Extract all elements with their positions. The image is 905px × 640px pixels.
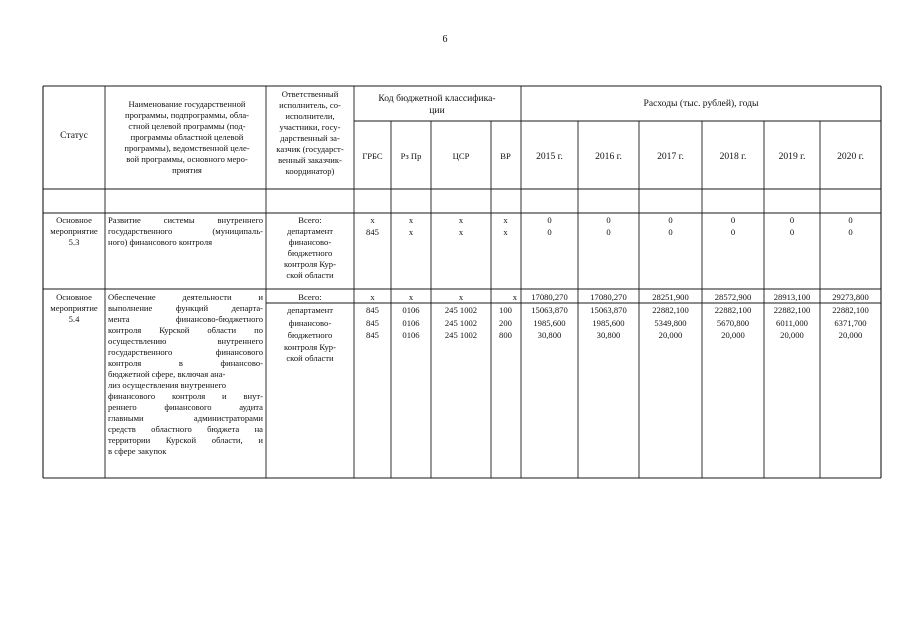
cell-year: 1985,600 bbox=[533, 318, 566, 328]
cell-grbs: 845 bbox=[366, 330, 379, 340]
row-name-line: территории Курской области, и bbox=[108, 435, 263, 445]
cell-year: 0 bbox=[848, 227, 853, 237]
header-budget-code: ции bbox=[429, 105, 445, 116]
row-name-line: лиз осуществления внутреннего bbox=[108, 380, 227, 390]
row-status: мероприятие bbox=[50, 226, 98, 236]
row-status: 5.3 bbox=[68, 237, 80, 247]
row-name-line: средств областного бюджета на bbox=[108, 424, 263, 434]
cell-year: 6371,700 bbox=[834, 318, 867, 328]
cell-csr: 245 1002 bbox=[444, 318, 478, 328]
header-year: 2018 г. bbox=[719, 151, 747, 162]
cell-year: 28913,100 bbox=[773, 292, 811, 302]
cell-year: 30,800 bbox=[537, 330, 562, 340]
row-responsible-line: департамент bbox=[286, 226, 334, 236]
row-responsible-line: бюджетного bbox=[287, 248, 333, 258]
header-year: 2019 г. bbox=[778, 151, 806, 162]
cell-year: 22882,100 bbox=[773, 305, 811, 315]
cell-year: 0 bbox=[606, 227, 611, 237]
row-status: Основное bbox=[56, 292, 92, 302]
cell-rzpr: 0106 bbox=[402, 330, 420, 340]
cell-year: 0 bbox=[547, 215, 552, 225]
row-name-line: бюджетной сфере, включая ана- bbox=[108, 369, 226, 379]
row-name-line: Обеспечение деятельности и bbox=[108, 292, 263, 302]
header-name-line: вой программы, основного меро- bbox=[126, 154, 248, 164]
cell-vr: х bbox=[503, 215, 508, 225]
cell-rzpr: 0106 bbox=[402, 318, 420, 328]
cell-year: 20,000 bbox=[721, 330, 745, 340]
row-name-line: осуществлению внутреннего bbox=[108, 336, 263, 346]
header-responsible-line: Ответственный bbox=[281, 89, 339, 99]
cell-year: 0 bbox=[606, 215, 611, 225]
row-responsible-line: бюджетного bbox=[287, 330, 333, 340]
header-year: 2015 г. bbox=[536, 151, 563, 162]
row-status: 5.4 bbox=[68, 314, 80, 324]
header-code-vr: ВР bbox=[500, 151, 511, 161]
cell-year: 0 bbox=[730, 215, 736, 225]
cell-year: 1985,600 bbox=[592, 318, 625, 328]
header-expenses: Расходы (тыс. рублей), годы bbox=[643, 98, 759, 109]
header-name-line: программы, подпрограммы, обла- bbox=[125, 110, 249, 120]
row-name-line: финансового контроля и внут- bbox=[108, 391, 263, 401]
cell-grbs: 845 bbox=[366, 227, 379, 237]
row-responsible-line: контроля Кур- bbox=[284, 259, 336, 269]
cell-year: 28572,900 bbox=[714, 292, 752, 302]
row-label: Всего: bbox=[298, 215, 322, 225]
cell-year: 0 bbox=[789, 215, 795, 225]
row-name-line: мента финансово-бюджетного bbox=[108, 314, 263, 324]
row-name-line: контроля в финансово- bbox=[108, 358, 263, 368]
row-responsible-line: финансово- bbox=[288, 318, 332, 328]
row-name-line: выполнение функций департа- bbox=[108, 303, 263, 313]
row-name-line: государственного финансового bbox=[108, 347, 263, 357]
cell-year: 0 bbox=[730, 227, 736, 237]
cell-csr: 245 1002 bbox=[444, 330, 478, 340]
cell-csr: х bbox=[458, 227, 464, 237]
header-code-grbs: ГРБС bbox=[362, 151, 383, 161]
row-responsible-line: финансово- bbox=[288, 237, 332, 247]
cell-year: 20,000 bbox=[658, 330, 683, 340]
cell-year: 0 bbox=[848, 215, 853, 225]
header-responsible-line: исполнители, bbox=[285, 111, 335, 121]
header-name-line: программы областной целевой bbox=[130, 132, 244, 142]
header-name-line: Наименование государственной bbox=[128, 99, 246, 109]
cell-grbs: 845 bbox=[366, 318, 379, 328]
cell-year: 29273,800 bbox=[832, 292, 869, 302]
row-name-line: главными администраторами bbox=[108, 413, 263, 423]
row-name-line: контроля Курской области по bbox=[108, 325, 263, 335]
row-name-line: реннего финансового аудита bbox=[108, 402, 263, 412]
cell-year: 20,000 bbox=[838, 330, 863, 340]
row-responsible-line: контроля Кур- bbox=[284, 342, 336, 352]
header-name-line: приятия bbox=[172, 165, 202, 175]
cell-year: 30,800 bbox=[596, 330, 621, 340]
header-responsible-line: участники, госу- bbox=[279, 122, 341, 132]
cell-csr: х bbox=[458, 215, 464, 225]
header-status: Статус bbox=[60, 130, 88, 141]
row-name-line: в сфере закупок bbox=[108, 446, 167, 456]
row-responsible-line: ской области bbox=[286, 270, 334, 280]
cell-year: 0 bbox=[789, 227, 795, 237]
cell-year: 5349,800 bbox=[654, 318, 687, 328]
cell-csr: х bbox=[458, 292, 464, 302]
cell-year: 5670,800 bbox=[716, 318, 750, 328]
page-number: 6 bbox=[442, 34, 448, 45]
header-code-rzpr: Рз Пр bbox=[400, 151, 422, 161]
header-name-line: стной целевой программы (под- bbox=[128, 121, 246, 131]
cell-csr: 245 1002 bbox=[444, 305, 478, 315]
cell-year: 22882,100 bbox=[714, 305, 752, 315]
header-responsible-line: дарственный за- bbox=[280, 133, 340, 143]
cell-rzpr: х bbox=[408, 227, 414, 237]
cell-year: 22882,100 bbox=[652, 305, 689, 315]
header-year: 2020 г. bbox=[837, 151, 864, 162]
cell-rzpr: 0106 bbox=[402, 305, 420, 315]
cell-year: 20,000 bbox=[780, 330, 804, 340]
row-name-line: ного) финансового контроля bbox=[108, 237, 213, 247]
cell-year: 0 bbox=[547, 227, 552, 237]
cell-year: 15063,870 bbox=[590, 305, 627, 315]
cell-year: 17080,270 bbox=[531, 292, 568, 302]
cell-grbs: х bbox=[370, 215, 375, 225]
header-name-line: программы), ведомственной целе- bbox=[124, 143, 250, 153]
cell-year: 15063,870 bbox=[531, 305, 568, 315]
cell-year: 22882,100 bbox=[832, 305, 869, 315]
row-status: Основное bbox=[56, 215, 92, 225]
cell-vr: 800 bbox=[499, 330, 512, 340]
header-responsible-line: казчик (государст- bbox=[276, 144, 344, 154]
cell-grbs: х bbox=[370, 292, 375, 302]
row-responsible-line: департамент bbox=[286, 305, 334, 315]
header-budget-code: Код бюджетной классифика- bbox=[378, 93, 496, 104]
row-responsible-line: ской области bbox=[286, 353, 334, 363]
row-label: Всего: bbox=[298, 292, 322, 302]
cell-year: 0 bbox=[668, 215, 673, 225]
cell-year: 28251,900 bbox=[652, 292, 689, 302]
cell-grbs: 845 bbox=[366, 305, 379, 315]
header-responsible-line: венный заказчик- bbox=[278, 155, 342, 165]
header-responsible-line: координатор) bbox=[285, 166, 335, 176]
header-year: 2017 г. bbox=[657, 151, 684, 162]
cell-vr: 200 bbox=[499, 318, 512, 328]
cell-vr: х bbox=[512, 292, 517, 302]
cell-year: 17080,270 bbox=[590, 292, 627, 302]
cell-vr: 100 bbox=[499, 305, 512, 315]
cell-year: 0 bbox=[668, 227, 673, 237]
header-code-csr: ЦСР bbox=[452, 151, 470, 161]
row-status: мероприятие bbox=[50, 303, 98, 313]
row-name-line: Развитие системы внутреннего bbox=[108, 215, 263, 225]
header-responsible-line: исполнитель, со- bbox=[279, 100, 341, 110]
cell-rzpr: х bbox=[408, 215, 414, 225]
row-name-line: государственного (муниципаль- bbox=[108, 226, 263, 236]
cell-rzpr: х bbox=[408, 292, 414, 302]
cell-year: 6011,000 bbox=[776, 318, 808, 328]
cell-vr: х bbox=[503, 227, 508, 237]
header-year: 2016 г. bbox=[595, 151, 622, 162]
